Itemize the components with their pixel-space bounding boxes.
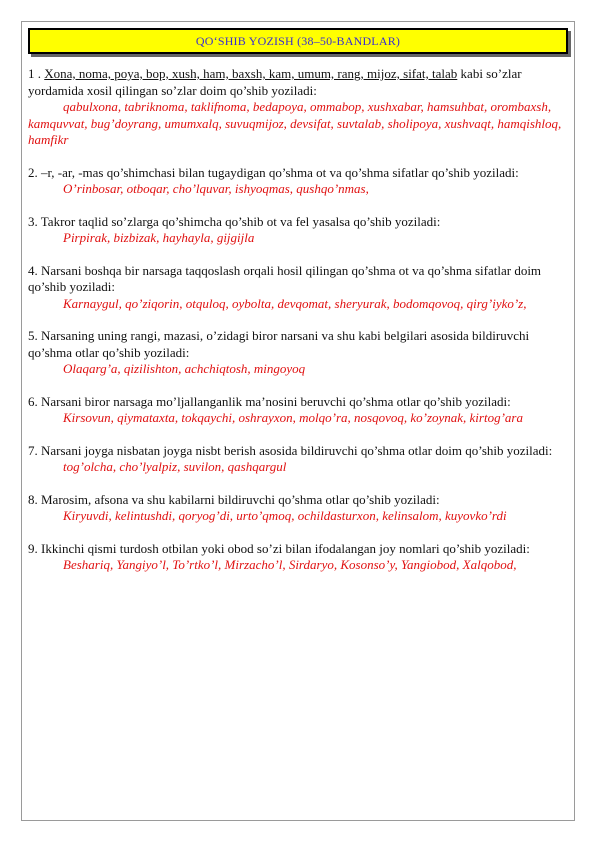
rule-number: 6. [28,393,41,409]
rule-examples: qabulxona, tabriknoma, taklifnoma, bedapoya, ommabop, xushxabar, hamsuhbat, orombaxsh, kamquvvat, bug’doyrang, umumxalq, suvuqmijoz, devsifat, suvtalab, sholipoya, xushvaqt, hamqishloq, hamfikr [28,99,562,147]
rule-examples: Beshariq, Yangiyo’l, To’rtko’l, Mirzacho’l, Sirdaryo, Kosonso’y, Yangiobod, Xalqobod, [63,557,517,572]
rules-list [28,66,570,590]
rule-text [28,165,570,182]
rule-4 [28,263,570,313]
rule-description: Narsani biror narsaga mo’ljallanganlik ma’nosini beruvchi qo’shma otlar qo’shib yoziladi: [41,393,511,409]
rule-text [28,541,570,558]
rule-text [28,394,570,411]
title-banner [28,28,568,54]
rule-8 [28,492,570,525]
rule-description: Narsaning uning rangi, mazasi, o’zidagi biror narsani va shu kabi belgilari asosida bildiruvchi qo’shma otlar qo’shib yoziladi: [28,328,530,360]
rule-6 [28,394,570,427]
rule-3 [28,214,570,247]
rule-text [28,263,570,296]
rule-description: Narsani boshqa bir narsaga taqqoslash orqali hosil qilingan qo’shma ot va qo’shma sifatlar doim qo’shib yoziladi: [28,262,542,294]
rule-5 [28,328,570,378]
rule-description: Ikkinchi qismi turdosh otbilan yoki obod so’zi bilan ifodalangan joy nomlari qo’shib yoziladi: [41,540,530,556]
rule-number: 4. [28,262,41,278]
rule-examples: Olaqarg’a, qizilishton, achchiqtosh, mingoyoq [63,361,306,376]
rule-text [28,66,570,99]
rule-text [28,214,570,231]
rule-text [28,443,570,460]
rule-number: 9. [28,540,41,556]
rule-keywords: Xona, noma, poya, bop, xush, ham, baxsh, kam, umum, rang, mijoz, sifat, talab [44,66,458,81]
rule-2 [28,165,570,198]
rule-examples: Kirsovun, qiymataxta, tokqaychi, oshrayxon, molqo’ra, nosqovoq, ko’zoynak, kirtog’ara [63,410,523,425]
rule-description: Takror taqlid so’zlarga qo’shimcha qo’shib ot va fel yasalsa qo’shib yoziladi: [40,213,441,229]
rule-text [28,328,570,361]
page-frame [21,21,575,821]
rule-text [28,492,570,509]
rule-number: 8. [28,491,41,507]
rule-number: 2. [28,164,41,180]
rule-examples: Karnaygul, qo’ziqorin, otquloq, oybolta, devqomat, sheryurak, bodomqovoq, qirg’iyko’z, [63,295,527,311]
rule-examples: O’rinbosar, otboqar, cho’lquvar, ishyoqmas, qushqo’nmas, [63,181,369,196]
rule-examples: tog’olcha, cho’lyalpiz, suvilon, qashqargul [63,459,287,474]
rule-number: 1 . [28,66,45,81]
rule-description: Marosim, afsona va shu kabilarni bildiruvchi qo’shma otlar qo’shib yoziladi: [41,491,440,507]
rule-description: Narsani joyga nisbatan joyga nisbt berish asosida bildiruvchi qo’shma otlar doim qo’shib yoziladi: [41,442,553,458]
rule-examples: Kiryuvdi, kelintushdi, qoryog’di, urto’qmoq, ochildasturxon, kelinsalom, kuyovko’rdi [63,508,507,523]
rule-number: 3. [28,213,41,229]
rule-number: 7. [28,442,41,458]
page-title: QO‘SHIB YOZISH (38–50-BANDLAR) [195,33,401,48]
rule-7 [28,443,570,476]
rule-examples: Pirpirak, bizbizak, hayhayla, gijgijla [63,230,255,245]
rule-1 [28,66,570,149]
rule-description: kabi so’zlar yordamida xosil qilingan so’zlar doim qo’shib yoziladi: [28,66,522,98]
rule-number: 5. [28,328,41,343]
rule-description: –r, -ar, -mas qo’shimchasi bilan tugaydigan qo’shma ot va qo’shma sifatlar qo’shib yoziladi: [41,164,519,180]
rule-9 [28,541,570,574]
